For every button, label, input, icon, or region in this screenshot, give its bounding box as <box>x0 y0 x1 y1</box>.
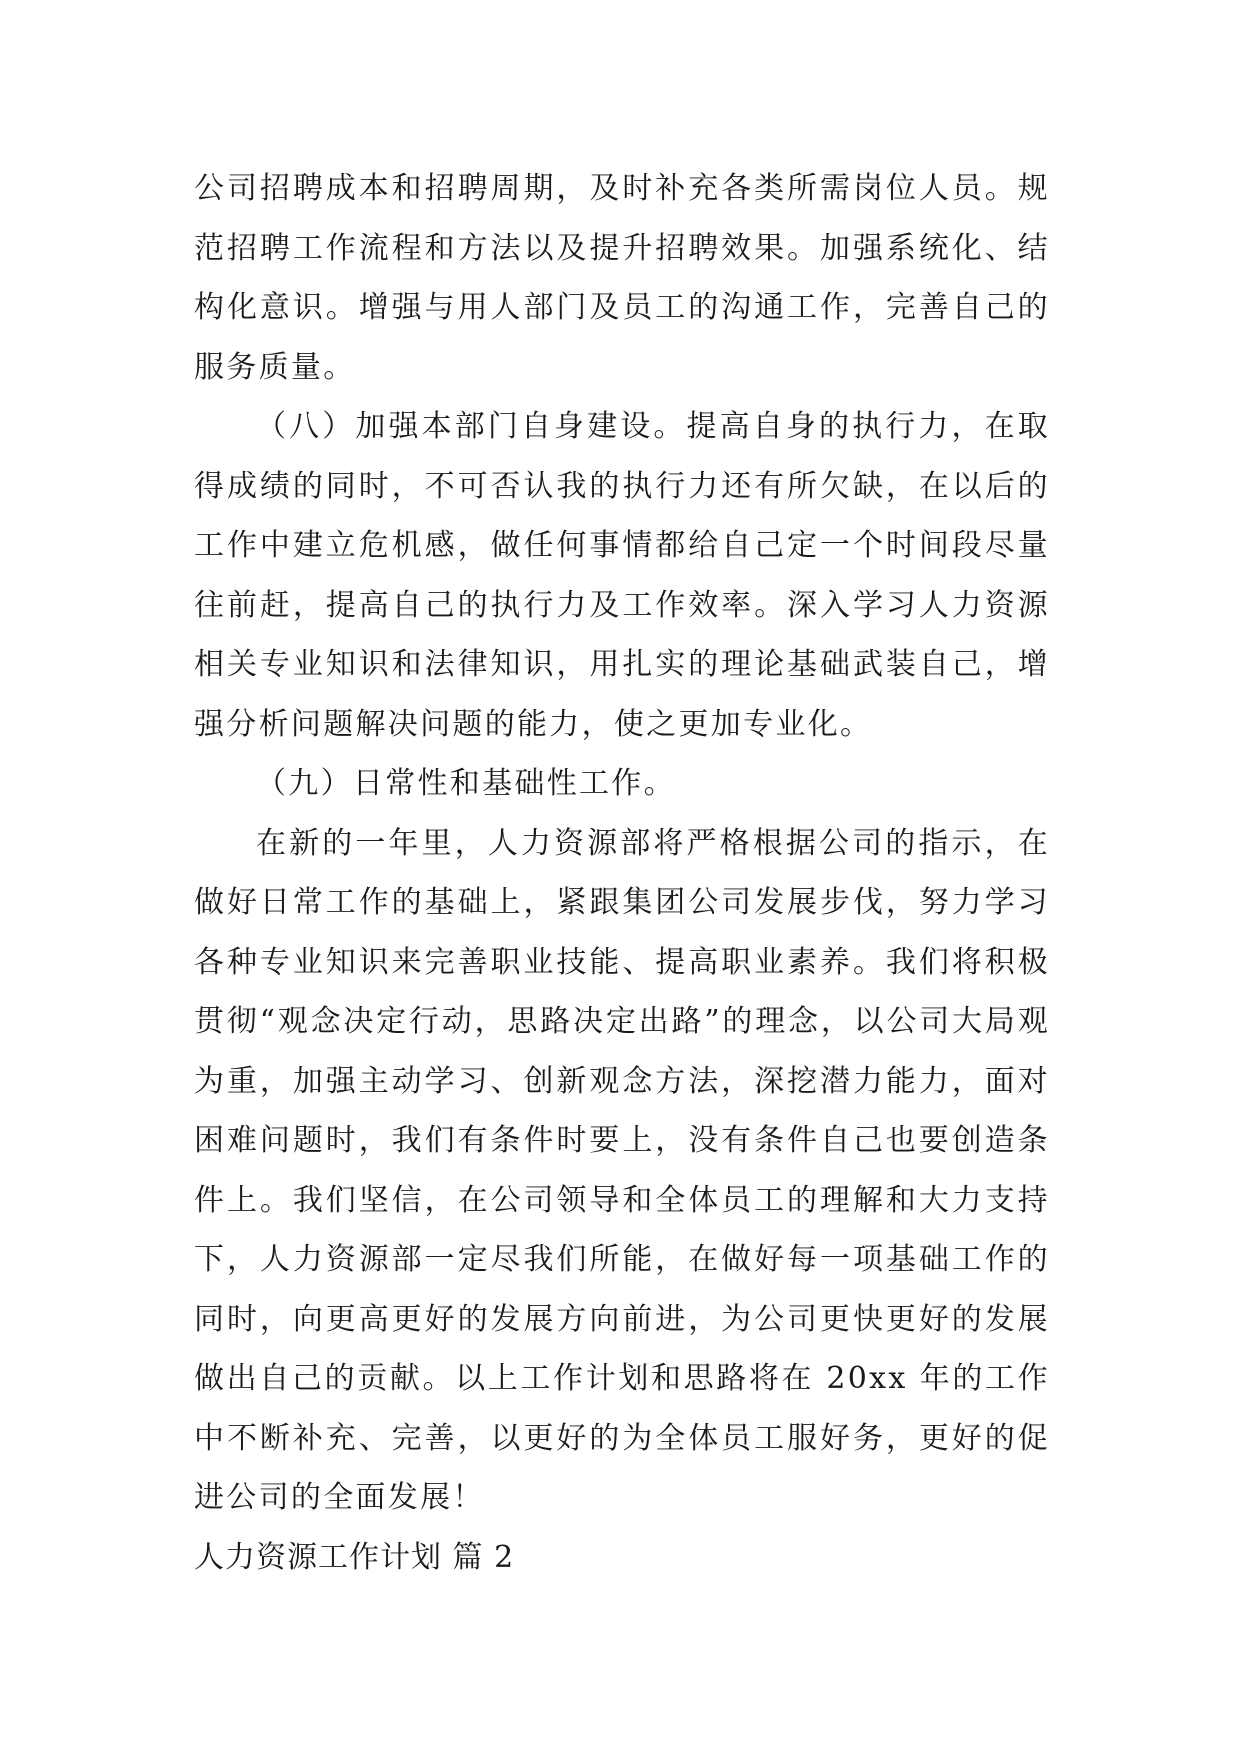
paragraph-section-nine: （九）日常性和基础性工作。 <box>256 766 676 801</box>
paragraph-new-year-plan: 在新的一年里，人力资源部将严格根据公司的指示，在做好日常工作的基础上，紧跟集团公司发展步伐，努力学习各种专业知识来完善职业技能、提高职业素养。我们将积极贯彻“观念决定行动，思路决定出路”的理念，以公司大局观为重，加强主动学习、创新观念方法，深挖潜力能力，面对困难问题时，我们有条件时要上，没有条件自己也要创造条件上。我们坚信，在公司领导和全体员工的理解和大力支持下，人力资源部一定尽我们所能，在做好每一项基础工作的同时，向更高更好的发展方向前进，为公司更快更好的发展做出自己的贡献。以上工作计划和思路将在 20xx 年的工作中不断补充、完善，以更好的为全体员工服好务，更好的促进公司的全面发展！ <box>194 825 1050 1515</box>
section-heading: 人力资源工作计划 篇 2 <box>194 1539 515 1575</box>
paragraph-recruitment: 公司招聘成本和招聘周期，及时补充各类所需岗位人员。规范招聘工作流程和方法以及提升招聘效果。加强系统化、结构化意识。增强与用人部门及员工的沟通工作，完善自己的服务质量。 <box>194 171 1050 385</box>
paragraph-section-eight: （八）加强本部门自身建设。提高自身的执行力，在取得成绩的同时，不可否认我的执行力还有所欠缺，在以后的工作中建立危机感，做任何事情都给自己定一个时间段尽量往前赶，提高自己的执行力及工作效率。深入学习人力资源相关专业知识和法律知识，用扎实的理论基础武装自己，增强分析问题解决问题的能力，使之更加专业化。 <box>194 409 1050 742</box>
document-body <box>194 159 1050 1587</box>
